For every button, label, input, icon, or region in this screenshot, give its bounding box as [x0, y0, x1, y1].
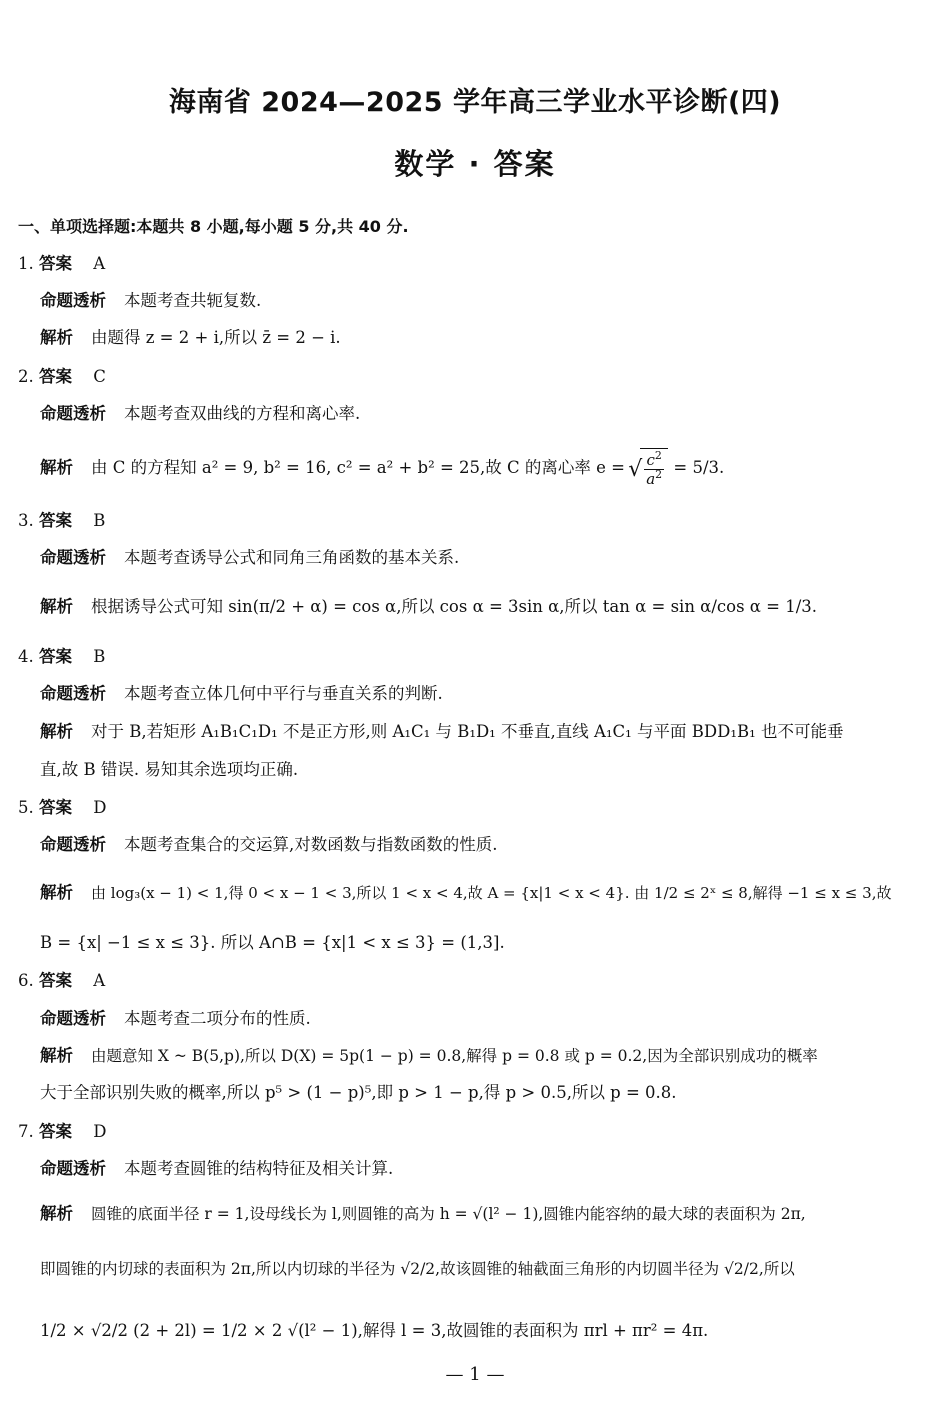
question-6-analysis: 命题透析 本题考查二项分布的性质.	[40, 1009, 311, 1028]
question-1-solution: 解析 由题得 z = 2 + i,所以 z̄ = 2 − i.	[40, 328, 341, 347]
question-4-header: 4. 答案 B	[18, 647, 106, 666]
question-2-solution: 解析 由 C 的方程知 a² = 9, b² = 16, c² = a² + b² = 25,故 C 的离心率 e = √ $\frac{c^2}{a^2}$ = 5/3.	[40, 448, 930, 489]
solution-label: 解析	[40, 328, 73, 347]
answer-value: A	[93, 254, 106, 273]
section-heading: 一、单项选择题:本题共 8 小题,每小题 5 分,共 40 分.	[18, 217, 409, 236]
question-7-analysis: 命题透析 本题考查圆锥的结构特征及相关计算.	[40, 1159, 394, 1178]
question-6-solution-cont: 大于全部识别失败的概率,所以 p⁵ > (1 − p)⁵,即 p > 1 − p,得 p > 0.5,所以 p = 0.8.	[40, 1083, 677, 1102]
question-7-solution: 解析 圆锥的底面半径 r = 1,设母线长为 l,则圆锥的高为 h = √(l² − 1),圆锥内能容纳的最大球的表面积为 2π,	[40, 1204, 806, 1223]
question-5-solution-cont: B = {x| −1 ≤ x ≤ 3}. 所以 A∩B = {x|1 < x ≤ 3} = (1,3].	[40, 933, 505, 952]
question-3-solution: 解析 根据诱导公式可知 sin(π/2 + α) = cos α,所以 cos α = 3sin α,所以 tan α = sin α/cos α = 1/3.	[40, 597, 818, 616]
question-2-analysis: 命题透析 本题考查双曲线的方程和离心率.	[40, 404, 361, 423]
question-4-solution-cont: 直,故 B 错误. 易知其余选项均正确.	[40, 760, 299, 779]
question-5-analysis: 命题透析 本题考查集合的交运算,对数函数与指数函数的性质.	[40, 835, 498, 854]
question-5-solution: 解析 由 log₃(x − 1) < 1,得 0 < x − 1 < 3,所以 1 < x < 4,故 A = {x|1 < x < 4}. 由 1/2 ≤ 2ˣ ≤ 8,解得 −1 ≤ x ≤ 3,故	[40, 883, 892, 902]
question-1-analysis: 命题透析 本题考查共轭复数.	[40, 291, 262, 310]
question-7-header: 7. 答案 D	[18, 1122, 107, 1141]
eccentricity-sqrt: √ $\frac{c^2}{a^2}$	[630, 448, 668, 489]
page-number: — 1 —	[445, 1364, 505, 1385]
question-6-header: 6. 答案 A	[18, 971, 106, 990]
question-5-header: 5. 答案 D	[18, 798, 107, 817]
question-7-solution-cont-2: 1/2 × √2/2 (2 + 2l) = 1/2 × 2 √(l² − 1),解得 l = 3,故圆锥的表面积为 πrl + πr² = 4π.	[40, 1321, 709, 1340]
question-7-solution-cont-1: 即圆锥的内切球的表面积为 2π,所以内切球的半径为 √2/2,故该圆锥的轴截面三角形的内切圆半径为 √2/2,所以	[40, 1260, 795, 1278]
analysis-label: 命题透析	[40, 291, 106, 310]
question-3-analysis: 命题透析 本题考查诱导公式和同角三角函数的基本关系.	[40, 548, 460, 567]
answer-label: 答案	[39, 254, 72, 273]
question-number: 1.	[18, 254, 34, 273]
question-2-header: 2. 答案 C	[18, 367, 106, 386]
document-subtitle: 数学 · 答案	[394, 147, 556, 181]
question-4-analysis: 命题透析 本题考查立体几何中平行与垂直关系的判断.	[40, 684, 443, 703]
question-4-solution: 解析 对于 B,若矩形 A₁B₁C₁D₁ 不是正方形,则 A₁C₁ 与 B₁D₁ 不垂直,直线 A₁C₁ 与平面 BDD₁B₁ 也不可能垂	[40, 722, 844, 741]
question-1-header	[18, 253, 930, 275]
document-title: 海南省 2024—2025 学年高三学业水平诊断(四)	[168, 87, 782, 118]
question-6-solution: 解析 由题意知 X ~ B(5,p),所以 D(X) = 5p(1 − p) = 0.8,解得 p = 0.8 或 p = 0.2,因为全部识别成功的概率	[40, 1046, 818, 1065]
question-3-header: 3. 答案 B	[18, 511, 106, 530]
